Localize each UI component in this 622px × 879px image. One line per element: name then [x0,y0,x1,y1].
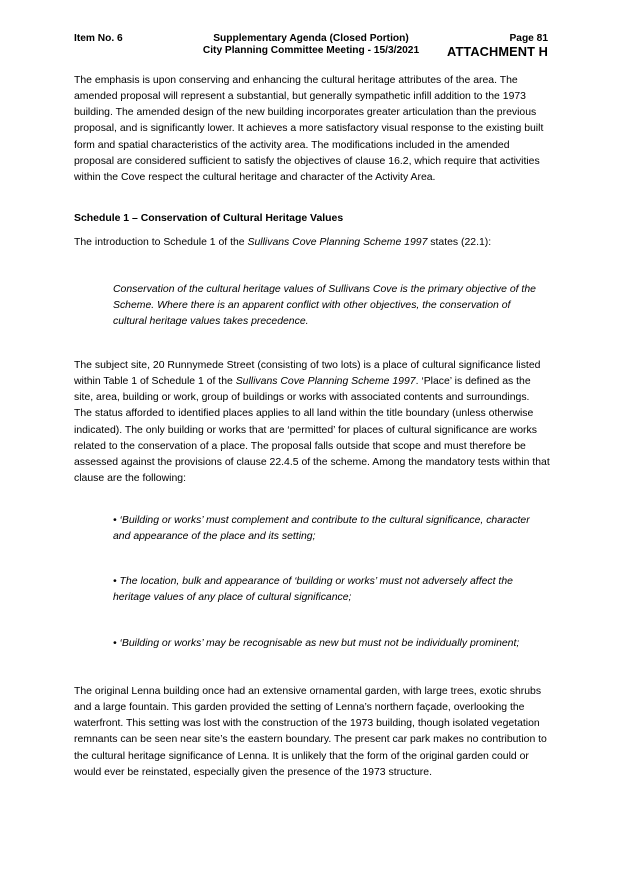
scheme-title: Sullivans Cove Planning Scheme 1997 [247,237,428,248]
schedule-heading: Schedule 1 – Conservation of Cultural Heritage Values [74,213,344,224]
paragraph-subject-site: The subject site, 20 Runnymede Street (consisting of two lots) is a place of cultural significance listed within Table 1 of Schedule 1 of the Sullivans Cove Planning Scheme 1997. ‘Place’ is defined as the site, area, building or work, group of buildings or works with associated contents and surroundings. The status afforded to identified places applies to all land within the title boundary (unless otherwise indicated). The only building or works that are ‘permitted’ for places of cultural significance are works related to the conservation of a place. The proposal falls outside that scope and must therefore be assessed against the provisions of clause 22.4.5 of the scheme. Among the mandatory tests within that clause are the following: [74,360,550,485]
agenda-title: Supplementary Agenda (Closed Portion) [213,33,409,44]
block-quote: Conservation of the cultural heritage values of Sullivans Cove is the primary objective of the Scheme. Where there is an apparent conflict with other objectives, the conservation of cultural heritage values takes precedence. [113,284,536,328]
paragraph-garden: The original Lenna building once had an extensive ornamental garden, with large trees, exotic shrubs and a large fountain. This garden provided the setting of Lenna’s northern façade, overlooking the waterfront. This setting was lost with the construction of the 1973 building, though isolated vegetation remnants can be seen near site’s the eastern boundary. The present car park makes no contribution to the cultural heritage significance of Lenna. It is unlikely that the form of the original garden could or would ever be reinstated, especially given the presence of the 1973 structure. [74,686,547,778]
paragraph-emphasis: The emphasis is upon conserving and enhancing the cultural heritage attributes of the area. The amended proposal will represent a substantial, but generally sympathetic infill addition to the 1973 building. The amended design of the new building incorporates greater articulation than the previous proposal, and is significantly lower. It achieves a more satisfactory visual response to the existing built form and spatial characteristics of the activity area. The modifications included in the amended proposal are considered sufficient to satisfy the objectives of clause 16.2, which require that activities within the Cove respect the cultural heritage and character of the Activity Area. [74,75,544,183]
meeting-title: City Planning Committee Meeting - 15/3/2021 [202,44,420,56]
list-item: • ‘Building or works’ must complement and contribute to the cultural significance, character and appearance of the place and its setting; [113,515,530,543]
paragraph-intro: The introduction to Schedule 1 of the Sullivans Cove Planning Scheme 1997 states (22.1): [74,237,492,248]
list-item: • The location, bulk and appearance of ‘building or works’ must not adversely affect the heritage values of any place of cultural significance; [113,576,513,604]
page-header [74,28,548,62]
scheme-title: Sullivans Cove Planning Scheme 1997 [235,376,416,388]
item-number: Item No. 6 [74,33,123,44]
attachment-label: ATTACHMENT H [447,43,548,59]
page-info [447,33,548,58]
list-item: • ‘Building or works’ may be recognisable as new but must not be individually prominent; [113,638,520,649]
page-number: Page 81 [509,33,548,44]
